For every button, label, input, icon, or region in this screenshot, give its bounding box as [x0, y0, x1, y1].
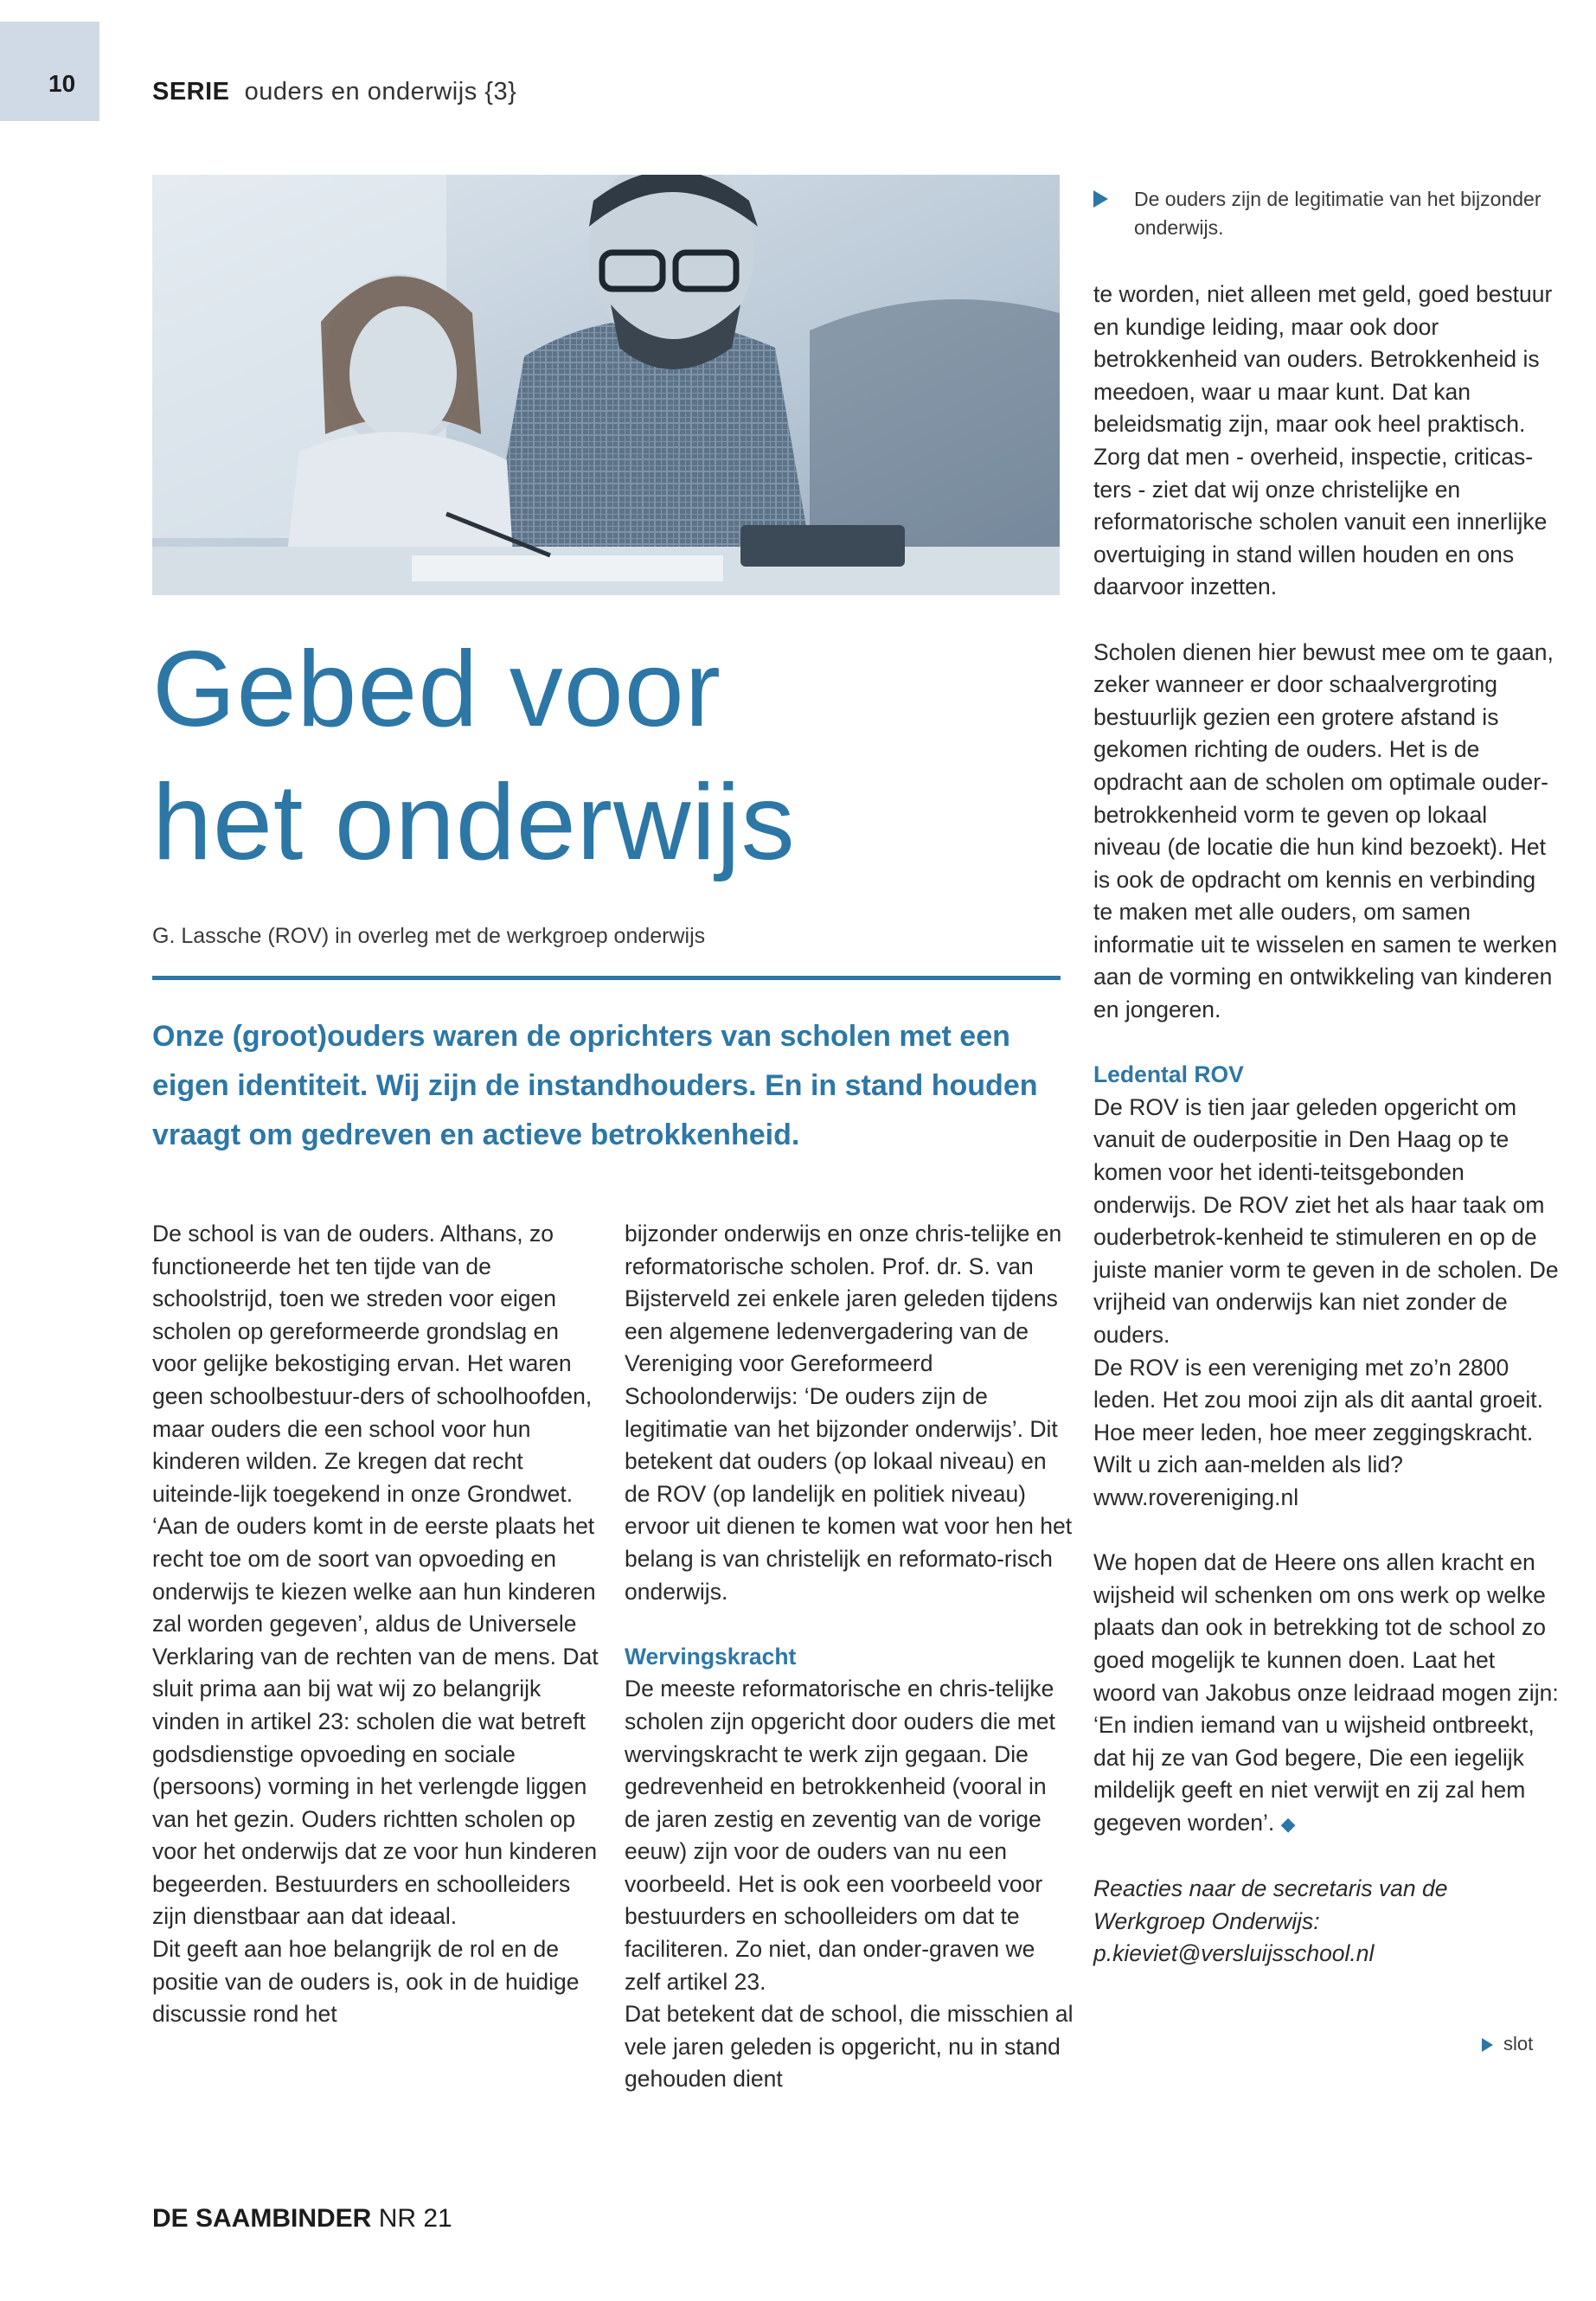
slot-marker: [1482, 2033, 1533, 2055]
paragraph: Dit geeft aan hoe belangrijk de rol en de positie van de ouders is, ook in de huidige discussie rond het: [152, 1936, 580, 2028]
paragraph: De school is van de ouders. Althans, zo functioneerde het ten tijde van de schoolstrijd, toen we streden voor eigen scholen op gereformeerde grondslag en voor gelijke bekostiging ervan. Het waren geen schoolbestuur-ders of schoolhoofden, maar ouders die een school voor hun kinderen wilden. Ze kregen dat recht uiteinde-lijk toegekend in onze Grondwet.: [152, 1221, 593, 1507]
column-2: [625, 1218, 1074, 2096]
column-1: [152, 1218, 602, 2031]
slot-label: slot: [1503, 2033, 1534, 2054]
spacer: [1093, 604, 1561, 637]
contact-note: Reacties naar de secretaris van de Werkgroep Onderwijs: p.kieviet@versluijsschool.nl: [1093, 1875, 1448, 1967]
subheading-wervingskracht: Wervingskracht: [625, 1643, 797, 1670]
caption-text: De ouders zijn de legitimatie van het bijzonder onderwijs.: [1134, 188, 1542, 239]
paragraph: te worden, niet alleen met geld, goed bestuur en kundige leiding, maar ook door betrokkenheid van ouders. Betrokkenheid is meedoen, waar u maar kunt. Dat kan beleidsmatig zijn, maar ook heel praktisch. Zorg dat men - overheid, inspectie, criticas-ters - ziet dat wij onze christelijke en reformatorische scholen vanuit een innerlijke overtuiging in stand willen houden en ons daarvoor inzetten.: [1093, 281, 1553, 600]
end-diamond-icon: ◆: [1280, 1812, 1296, 1835]
page-number-tab: [0, 22, 99, 121]
closing-text: We hopen dat de Heere ons allen kracht en wijsheid wil schenken om ons werk op welke plaats dan ook in betrekking tot de school zo goed mogelijk te kunnen doen. Laat het woord van Jakobus onze leidraad mogen zijn: ‘En indien iemand van u wijsheid ontbreekt, dat hij ze van God begere, Die een iegelijk mildelijk geeft en niet verwijt en zij zal hem gegeven worden’.: [1093, 1549, 1559, 1836]
photo-caption: [1093, 185, 1543, 242]
spacer: [1093, 1841, 1561, 1874]
headline: [152, 623, 796, 889]
paragraph: De ROV is een vereniging met zo’n 2800 leden. Het zou mooi zijn als dit aantal groeit. Hoe meer leden, hoe meer zeggingskracht. Wilt u zich aan-melden als lid? www.rovereniging.nl: [1093, 1354, 1543, 1510]
series-title: ouders en onderwijs {3}: [244, 78, 517, 106]
spacer: [1093, 1027, 1561, 1060]
article-photo: [152, 175, 1060, 595]
footer: [152, 2204, 452, 2234]
paragraph: Dat betekent dat de school, die misschien al vele jaren geleden is opgericht, nu in stand gehouden dient: [625, 2001, 1074, 2093]
paragraph: ‘Aan de ouders komt in de eerste plaats het recht toe om de soort van opvoeding en onderwijs te kiezen welke aan hun kinderen zal worden gegeven’, aldus de Universele Verklaring van de rechten van de mens. Dat sluit prima aan bij wat wij zo belangrijk vinden in artikel 23: scholen die wat betreft godsdienstige opvoeding en sociale (persoons) vorming in het verlengde liggen van het gezin. Ouders richtten scholen op voor het onderwijs dat ze voor hun kinderen begeerden. Bestuurders en schoolleiders zijn dienstbaar aan dat ideaal.: [152, 1513, 599, 1930]
paragraph: Scholen dienen hier bewust mee om te gaan, zeker wanneer er door schaalvergroting bestuurlijk gezien een grotere afstand is gekomen richting de ouders. Het is de opdracht aan de scholen om optimale ouder-betrokkenheid vorm te geven op lokaal niveau (de locatie die hun kind bezoekt). Het is ook de opdracht om kennis en verbinding te maken met alle ouders, om samen informatie uit te wisselen en samen te werken aan de vorming en ontwikkeling van kinderen en jongeren.: [1093, 638, 1558, 1023]
divider: [152, 976, 1061, 980]
footer-issue: NR 21: [378, 2204, 452, 2233]
footer-brand: DE SAAMBINDER: [152, 2204, 372, 2233]
caption-arrow-icon: [1093, 190, 1108, 208]
lead-paragraph: Onze (groot)ouders waren de oprichters van scholen met een eigen identiteit. Wij zijn de instandhouders. En in stand houden vraagt om gedreven en actieve betrokkenheid.: [152, 1020, 1038, 1151]
headline-line-2: het onderwijs: [152, 763, 796, 882]
column-3: [1093, 279, 1561, 1971]
paragraph: De ROV is tien jaar geleden opgericht om vanuit de ouderpositie in Den Haag op te komen voor het identi-teitsgebonden onderwijs. De ROV ziet het als haar taak om ouderbetrok-kenheid te stimuleren en op de juiste manier vorm te geven in de scholen. De vrijheid van onderwijs kan niet zonder de ouders.: [1093, 1093, 1559, 1348]
paragraph: De meeste reformatorische en chris-telijke scholen zijn opgericht door ouders die met wervingskracht te werk zijn gegaan. Die gedrevenheid en betrokkenheid (vooral in de jaren zestig en zeventig van de vorige eeuw) zijn voor de ouders van nu een voorbeeld. Het is ook een voorbeeld voor bestuurders en schoolleiders om dat te faciliteren. Zo niet, dan onder-graven we zelf artikel 23.: [625, 1676, 1055, 1995]
slot-arrow-icon: [1482, 2038, 1493, 2052]
paragraph: bijzonder onderwijs en onze chris-telijke en reformatorische scholen. Prof. dr. S. van Bijsterveld zei enkele jaren geleden tijdens een algemene ledenvergadering van de Vereniging voor Gereformeerd Schoolonderwijs: ‘De ouders zijn de legitimatie van het bijzonder onderwijs’. Dit betekent dat ouders (op lokaal niveau) en de ROV (op landelijk en politiek niveau) ervoor uit dienen te komen wat voor hen het belang is van christelijk en reformato-risch onderwijs.: [625, 1221, 1073, 1605]
byline: G. Lassche (ROV) in overleg met de werkgroep onderwijs: [152, 924, 706, 948]
paragraph: [1093, 1547, 1561, 1840]
series-label: SERIE: [152, 78, 230, 106]
spacer: [1093, 1515, 1561, 1548]
series-header: [152, 78, 516, 106]
headline-line-1: Gebed voor: [152, 630, 721, 749]
page-number: 10: [48, 70, 76, 97]
subheading-ledental: Ledental ROV: [1093, 1061, 1244, 1088]
spacer: [625, 1608, 1074, 1641]
